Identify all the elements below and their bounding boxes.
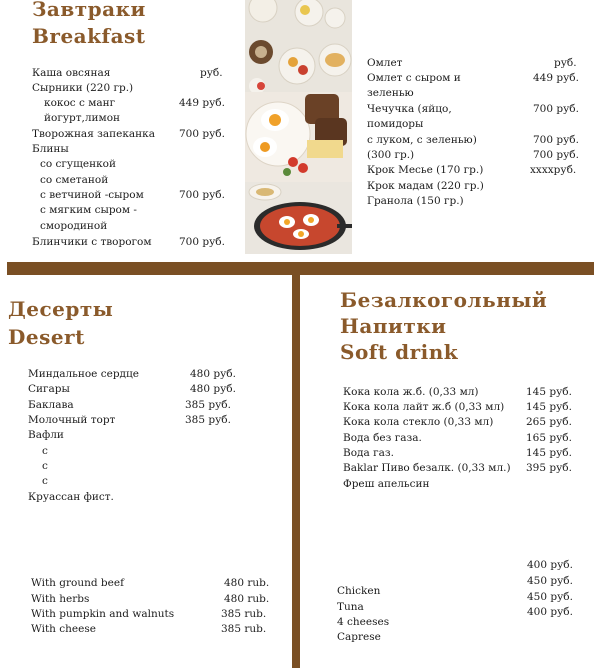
list-item: Баклава bbox=[28, 399, 74, 411]
desert-title-en: Desert bbox=[8, 325, 85, 349]
list-item: Фреш апельсин bbox=[343, 478, 430, 490]
item-price: 480 руб. bbox=[190, 368, 236, 380]
item-price: 449 руб. bbox=[179, 97, 225, 109]
list-item: Блинчики с творогом bbox=[32, 236, 152, 248]
item-price: 385 rub. bbox=[221, 623, 267, 635]
list-item: Сырники (220 гр.) bbox=[32, 82, 134, 94]
item-price: руб. bbox=[200, 67, 223, 79]
list-item: 4 cheeses bbox=[337, 616, 390, 628]
item-price: 700 руб. bbox=[179, 189, 225, 201]
list-item: со сгущенкой bbox=[40, 158, 116, 170]
item-price: 480 руб. bbox=[190, 383, 236, 395]
list-item: Творожная запеканка bbox=[32, 128, 156, 140]
list-item: Baklar Пиво безалк. (0,33 мл.) bbox=[343, 462, 511, 474]
list-item: Блины bbox=[32, 143, 69, 155]
list-item: Молочный торт bbox=[28, 414, 116, 426]
list-item: смородиной bbox=[40, 220, 108, 232]
item-price: 480 rub. bbox=[224, 593, 270, 605]
item-price: 400 руб. bbox=[527, 559, 573, 571]
breakfast-photo-shakshuka bbox=[245, 182, 352, 254]
item-price: 265 руб. bbox=[526, 416, 572, 428]
item-price: руб. bbox=[554, 57, 577, 69]
list-item: помидоры bbox=[367, 118, 424, 130]
list-item: Омлет bbox=[367, 57, 403, 69]
breakfast-title-en: Breakfast bbox=[32, 24, 146, 48]
list-item: Chicken bbox=[337, 585, 381, 597]
list-item: Омлет с сыром и bbox=[367, 72, 461, 84]
item-price: 385 rub. bbox=[221, 608, 267, 620]
list-item: (300 гр.) bbox=[367, 149, 415, 161]
item-price: 480 rub. bbox=[224, 577, 270, 589]
item-price: 450 руб. bbox=[527, 575, 573, 587]
item-price: 450 руб. bbox=[527, 591, 573, 603]
list-item: с мягким сыром - bbox=[40, 204, 137, 216]
vertical-divider bbox=[292, 275, 300, 668]
list-item: с bbox=[42, 460, 48, 472]
horizontal-divider bbox=[7, 262, 594, 275]
list-item: Вафли bbox=[28, 429, 64, 441]
list-item: со сметаной bbox=[40, 174, 109, 186]
item-price: 700 руб. bbox=[533, 149, 579, 161]
list-item: Чечучка (яйцо, bbox=[367, 103, 452, 115]
list-item: Кока кола стекло (0,33 мл) bbox=[343, 416, 494, 428]
list-item: Вода газ. bbox=[343, 447, 394, 459]
list-item: Вода без газа. bbox=[343, 432, 422, 444]
list-item: с ветчиной -сыром bbox=[40, 189, 144, 201]
list-item: Каша овсяная bbox=[32, 67, 111, 79]
item-price: 395 руб. bbox=[526, 462, 572, 474]
item-price: 700 руб. bbox=[533, 103, 579, 115]
item-price: 145 руб. bbox=[526, 386, 572, 398]
list-item: Гранола (150 гр.) bbox=[367, 195, 464, 207]
list-item: Круассан фист. bbox=[28, 491, 114, 503]
list-item: с bbox=[42, 445, 48, 457]
item-price: 400 руб. bbox=[527, 606, 573, 618]
item-price: 145 руб. bbox=[526, 447, 572, 459]
list-item: с bbox=[42, 475, 48, 487]
list-item: с луком, с зеленью) bbox=[367, 134, 477, 146]
list-item: Миндальное сердце bbox=[28, 368, 139, 380]
item-price: 700 руб. bbox=[179, 128, 225, 140]
item-price: 385 руб. bbox=[185, 414, 231, 426]
desert-title-ru: Десерты bbox=[8, 297, 114, 321]
item-price: 449 руб. bbox=[533, 72, 579, 84]
item-price: 145 руб. bbox=[526, 401, 572, 413]
item-price: 700 руб. bbox=[179, 236, 225, 248]
list-item: Крок мадам (220 гр.) bbox=[367, 180, 484, 192]
breakfast-photo-top bbox=[245, 0, 352, 92]
list-item: With cheese bbox=[31, 623, 96, 635]
breakfast-photo-eggs bbox=[245, 92, 352, 182]
list-item: зеленью bbox=[367, 87, 414, 99]
drinks-title-ru-2: Напитки bbox=[340, 314, 447, 338]
breakfast-title-ru: Завтраки bbox=[32, 0, 146, 21]
list-item: With pumpkin and walnuts bbox=[31, 608, 175, 620]
item-price: xxxxруб. bbox=[530, 164, 577, 176]
item-price: 165 руб. bbox=[526, 432, 572, 444]
list-item: кокос с манг bbox=[44, 97, 116, 109]
list-item: With herbs bbox=[31, 593, 90, 605]
list-item: Сигары bbox=[28, 383, 70, 395]
list-item: With ground beef bbox=[31, 577, 124, 589]
list-item: Кока кола лайт ж.б (0,33 мл) bbox=[343, 401, 505, 413]
item-price: 385 руб. bbox=[185, 399, 231, 411]
list-item: Кока кола ж.б. (0,33 мл) bbox=[343, 386, 479, 398]
list-item: Caprese bbox=[337, 631, 381, 643]
list-item: йогурт,лимон bbox=[44, 112, 121, 124]
drinks-title-ru-1: Безалкогольный bbox=[340, 288, 548, 312]
item-price: 700 руб. bbox=[533, 134, 579, 146]
drinks-title-en: Soft drink bbox=[340, 340, 459, 364]
list-item: Крок Месье (170 гр.) bbox=[367, 164, 484, 176]
list-item: Tuna bbox=[337, 601, 364, 613]
